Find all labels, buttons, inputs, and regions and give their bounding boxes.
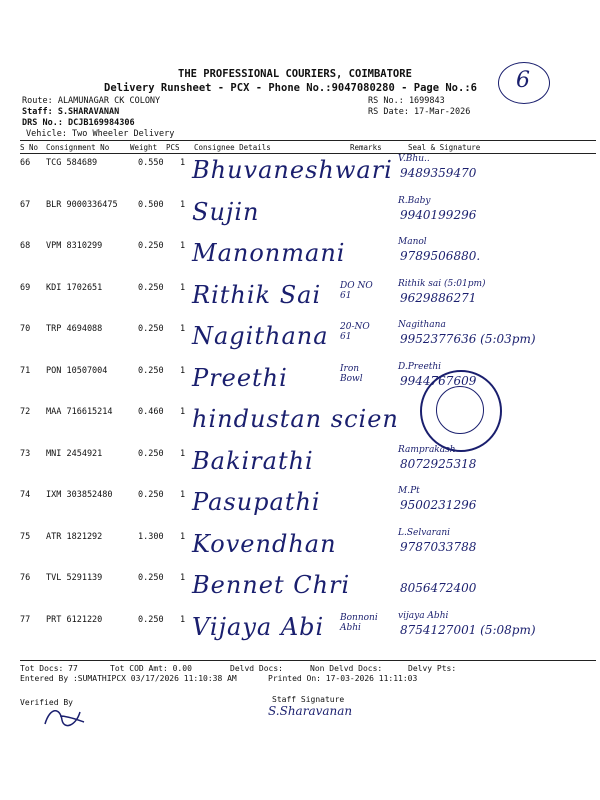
- row-consignment: BLR 9000336475: [46, 200, 118, 210]
- col-consignment: Consignment No: [46, 143, 110, 152]
- row-signature-name: R.Baby: [398, 196, 431, 206]
- row-consignment: VPM 8310299: [46, 241, 103, 251]
- row-weight: 0.250: [138, 241, 164, 251]
- verified-by-label: Verified By: [20, 698, 73, 707]
- staff-signature: S.Sharavanan: [268, 704, 353, 718]
- row-signature-name: Ramprakash: [398, 445, 456, 455]
- non-delivered-docs: Non Delvd Docs:: [310, 664, 383, 673]
- row-consignment: PRT 6121220: [46, 615, 103, 625]
- row-weight: 0.250: [138, 283, 164, 293]
- total-cod: Tot COD Amt: 0.00: [110, 664, 192, 673]
- delivered-docs: Delvd Docs:: [230, 664, 283, 673]
- col-weight: Weight: [130, 143, 158, 152]
- row-weight: 0.550: [138, 158, 164, 168]
- runsheet-subtitle: Delivery Runsheet - PCX - Phone No.:9047080280 - Page No.:6: [104, 82, 477, 94]
- row-consignee-name: Bakirathi: [192, 447, 314, 475]
- row-signature-name: L.Selvarani: [398, 528, 451, 538]
- row-remarks: Iron Bowl: [340, 364, 363, 384]
- row-pcs: 1: [180, 241, 186, 251]
- row-weight: 0.250: [138, 366, 164, 376]
- col-seal: Seal & Signature: [408, 143, 481, 152]
- row-sno: 66: [20, 158, 31, 168]
- columns-rule: [20, 153, 596, 154]
- row-consignment: KDI 1702651: [46, 283, 103, 293]
- row-weight: 0.500: [138, 200, 164, 210]
- delivery-points: Delvy Pts:: [408, 664, 457, 673]
- total-docs: Tot Docs: 77: [20, 664, 78, 673]
- row-pcs: 1: [180, 283, 186, 293]
- row-pcs: 1: [180, 366, 186, 376]
- row-sno: 73: [20, 449, 31, 459]
- row-sno: 76: [20, 573, 31, 583]
- row-consignee-name: Pasupathi: [192, 488, 321, 516]
- row-consignee-name: Bennet Chri: [192, 571, 351, 599]
- row-sno: 75: [20, 532, 31, 542]
- row-signature-phone: 9944767609: [400, 374, 477, 388]
- row-pcs: 1: [180, 573, 186, 583]
- row-pcs: 1: [180, 158, 186, 168]
- verifier-signature: [40, 702, 90, 732]
- row-consignee-name: hindustan scien: [192, 405, 399, 433]
- row-consignee-name: Vijaya Abi: [192, 613, 325, 641]
- row-consignment: TCG 584689: [46, 158, 98, 168]
- row-consignment: TVL 5291139: [46, 573, 103, 583]
- row-pcs: 1: [180, 490, 186, 500]
- vehicle: Vehicle: Two Wheeler Delivery: [26, 129, 175, 139]
- row-remarks: 20-NO 61: [340, 322, 370, 342]
- drs-number: DRS No.: DCJB169984306: [22, 118, 135, 128]
- row-consignment: ATR 1821292: [46, 532, 103, 542]
- row-signature-phone: 9789506880.: [400, 249, 481, 263]
- row-sno: 70: [20, 324, 31, 334]
- row-weight: 0.250: [138, 449, 164, 459]
- row-weight: 0.250: [138, 573, 164, 583]
- row-consignee-name: Bhuvaneshwari: [192, 156, 393, 184]
- col-consignee: Consignee Details: [194, 143, 271, 152]
- row-pcs: 1: [180, 200, 186, 210]
- row-remarks: DO NO 61: [340, 281, 373, 301]
- row-weight: 1.300: [138, 532, 164, 542]
- row-consignment: MAA 716615214: [46, 407, 113, 417]
- staff: Staff: S.SHARAVANAN: [22, 107, 120, 117]
- route: Route: ALAMUNAGAR CK COLONY: [22, 96, 161, 106]
- row-consignee-name: Kovendhan: [192, 530, 337, 558]
- row-sno: 72: [20, 407, 31, 417]
- row-consignment: PON 10507004: [46, 366, 108, 376]
- row-signature-name: Rithik sai (5:01pm): [398, 279, 486, 289]
- row-signature-phone: 9940199296: [400, 208, 477, 222]
- row-weight: 0.250: [138, 324, 164, 334]
- page-mark: 6: [516, 68, 530, 93]
- row-signature-name: D.Preethi: [398, 362, 442, 372]
- row-consignee-name: Manonmani: [192, 239, 346, 267]
- col-pcs: PCS: [166, 143, 180, 152]
- delivery-seal-inner: [436, 386, 484, 434]
- row-consignment: IXM 303852480: [46, 490, 113, 500]
- row-consignment: TRP 4694088: [46, 324, 103, 334]
- row-weight: 0.460: [138, 407, 164, 417]
- row-signature-phone: 9500231296: [400, 498, 477, 512]
- entered-by: Entered By :SUMATHIPCX 03/17/2026 11:10:38 AM: [20, 674, 237, 683]
- row-sno: 68: [20, 241, 31, 251]
- row-consignment: MNI 2454921: [46, 449, 103, 459]
- staff-signature-label: Staff Signature: [272, 695, 345, 704]
- row-consignee-name: Preethi: [192, 364, 288, 392]
- row-consignee-name: Sujin: [192, 198, 260, 226]
- row-pcs: 1: [180, 449, 186, 459]
- row-sno: 71: [20, 366, 31, 376]
- row-weight: 0.250: [138, 490, 164, 500]
- printed-on: Printed On: 17-03-2026 11:11:03: [268, 674, 418, 683]
- row-signature-name: vijaya Abhi: [398, 611, 449, 621]
- col-remarks: Remarks: [350, 143, 382, 152]
- row-signature-phone: 8072925318: [400, 457, 477, 471]
- row-signature-name: Manol: [398, 237, 427, 247]
- row-signature-phone: 9952377636 (5:03pm): [400, 332, 536, 346]
- company-title: THE PROFESSIONAL COURIERS, COIMBATORE: [178, 68, 412, 80]
- row-pcs: 1: [180, 407, 186, 417]
- rs-number: RS No.: 1699843: [368, 96, 445, 106]
- row-sno: 77: [20, 615, 31, 625]
- row-signature-phone: 9787033788: [400, 540, 477, 554]
- row-sno: 69: [20, 283, 31, 293]
- rs-date: RS Date: 17-Mar-2026: [368, 107, 471, 117]
- row-signature-phone: 9489359470: [400, 166, 477, 180]
- row-pcs: 1: [180, 615, 186, 625]
- row-pcs: 1: [180, 532, 186, 542]
- row-consignee-name: Rithik Sai: [192, 281, 322, 309]
- row-sno: 74: [20, 490, 31, 500]
- row-signature-phone: 8754127001 (5:08pm): [400, 623, 536, 637]
- col-sno: S No: [20, 143, 39, 152]
- row-signature-phone: 9629886271: [400, 291, 477, 305]
- row-signature-phone: 8056472400: [400, 581, 477, 595]
- row-signature-name: M.Pt: [398, 486, 420, 496]
- footer-rule: [20, 660, 596, 661]
- row-signature-name: V.Bhu..: [398, 154, 430, 164]
- row-consignee-name: Nagithana: [192, 322, 329, 350]
- row-signature-name: Nagithana: [398, 320, 446, 330]
- row-pcs: 1: [180, 324, 186, 334]
- row-sno: 67: [20, 200, 31, 210]
- row-remarks: Bonnoni Abhi: [340, 613, 378, 633]
- row-weight: 0.250: [138, 615, 164, 625]
- header-rule: [20, 140, 596, 141]
